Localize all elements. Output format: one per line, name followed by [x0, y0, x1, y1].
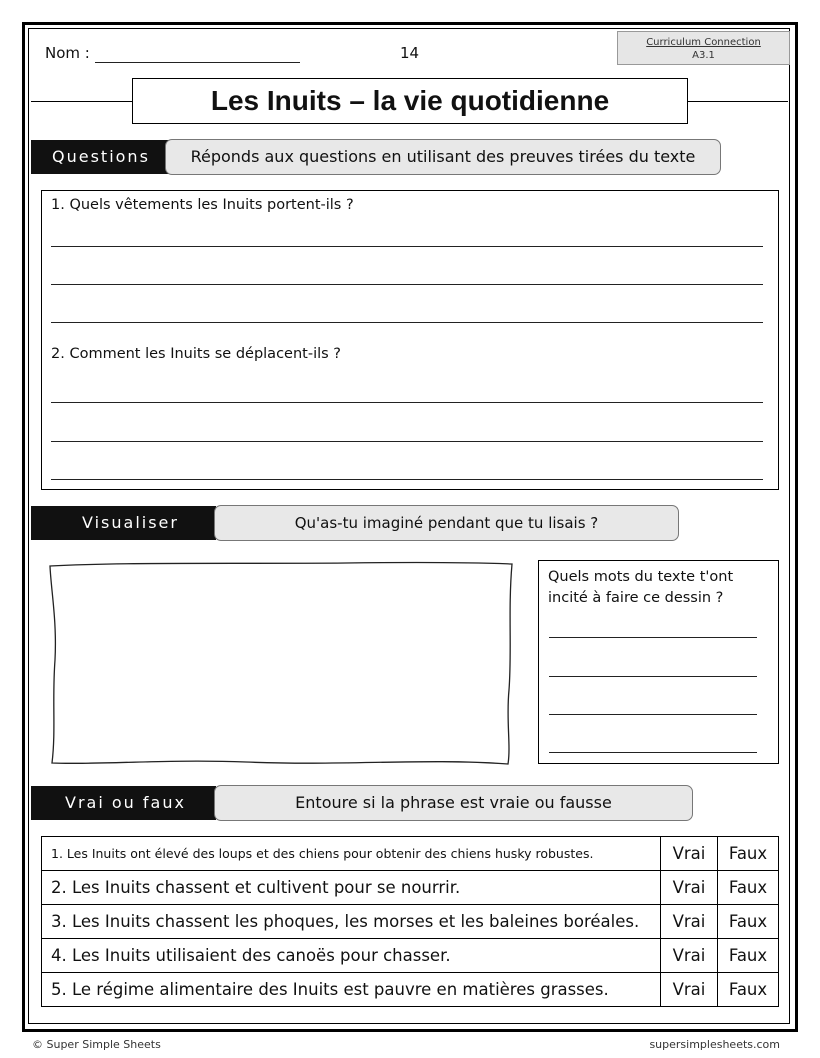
answer-line[interactable] [51, 246, 763, 247]
answer-line[interactable] [51, 322, 763, 323]
answer-line[interactable] [51, 402, 763, 403]
statement: 3. Les Inuits chassent les phoques, les morses et les baleines boréales. [42, 905, 661, 939]
true-option[interactable]: Vrai [661, 973, 718, 1007]
table-row [42, 871, 779, 905]
true-option[interactable]: Vrai [661, 871, 718, 905]
words-line[interactable] [549, 637, 757, 638]
statement: 2. Les Inuits chassent et cultivent pour se nourrir. [42, 871, 661, 905]
questions-header [31, 140, 171, 174]
answer-line[interactable] [51, 284, 763, 285]
website-link[interactable]: supersimplesheets.com [649, 1038, 780, 1051]
visualize-instruction: Qu'as-tu imaginé pendant que tu lisais ? [214, 505, 679, 541]
curriculum-box [617, 31, 790, 65]
questions-instruction: Réponds aux questions en utilisant des preuves tirées du texte [165, 139, 721, 175]
table-row [42, 939, 779, 973]
table-row [42, 973, 779, 1007]
page-title: Les Inuits – la vie quotidienne [132, 78, 688, 124]
answer-line[interactable] [51, 479, 763, 480]
statement: 4. Les Inuits utilisaient des canoës pour chasser. [42, 939, 661, 973]
words-line[interactable] [549, 752, 757, 753]
true-false-table [41, 836, 779, 1007]
false-option[interactable]: Faux [718, 837, 779, 871]
true-false-instruction: Entoure si la phrase est vraie ou fausse [214, 785, 693, 821]
true-option[interactable]: Vrai [661, 905, 718, 939]
visualize-label: Visualiser [82, 513, 179, 532]
false-option[interactable]: Faux [718, 905, 779, 939]
true-false-header [31, 786, 216, 820]
curriculum-link[interactable]: Curriculum Connection [646, 37, 761, 48]
name-field[interactable] [95, 62, 300, 63]
curriculum-code: A3.1 [692, 50, 715, 61]
drawing-area[interactable] [46, 560, 516, 768]
visualize-header [31, 506, 216, 540]
question-1: 1. Quels vêtements les Inuits portent-ils ? [51, 197, 354, 213]
questions-label: Questions [52, 147, 150, 166]
true-option[interactable]: Vrai [661, 837, 718, 871]
false-option[interactable]: Faux [718, 871, 779, 905]
name-label: Nom : [45, 44, 90, 62]
words-line[interactable] [549, 714, 757, 715]
table-row [42, 905, 779, 939]
false-option[interactable]: Faux [718, 939, 779, 973]
answer-line[interactable] [51, 441, 763, 442]
statement: 5. Le régime alimentaire des Inuits est pauvre en matières grasses. [42, 973, 661, 1007]
copyright: © Super Simple Sheets [32, 1038, 161, 1051]
true-false-label: Vrai ou faux [65, 793, 186, 812]
question-2: 2. Comment les Inuits se déplacent-ils ? [51, 346, 341, 362]
statement: 1. Les Inuits ont élevé des loups et des chiens pour obtenir des chiens husky robustes. [42, 837, 661, 871]
words-line[interactable] [549, 676, 757, 677]
false-option[interactable]: Faux [718, 973, 779, 1007]
words-prompt: Quels mots du texte t'ont incité à faire ce dessin ? [548, 569, 734, 606]
page-number: 14 [400, 44, 420, 62]
table-row [42, 837, 779, 871]
true-option[interactable]: Vrai [661, 939, 718, 973]
questions-box [41, 190, 779, 490]
